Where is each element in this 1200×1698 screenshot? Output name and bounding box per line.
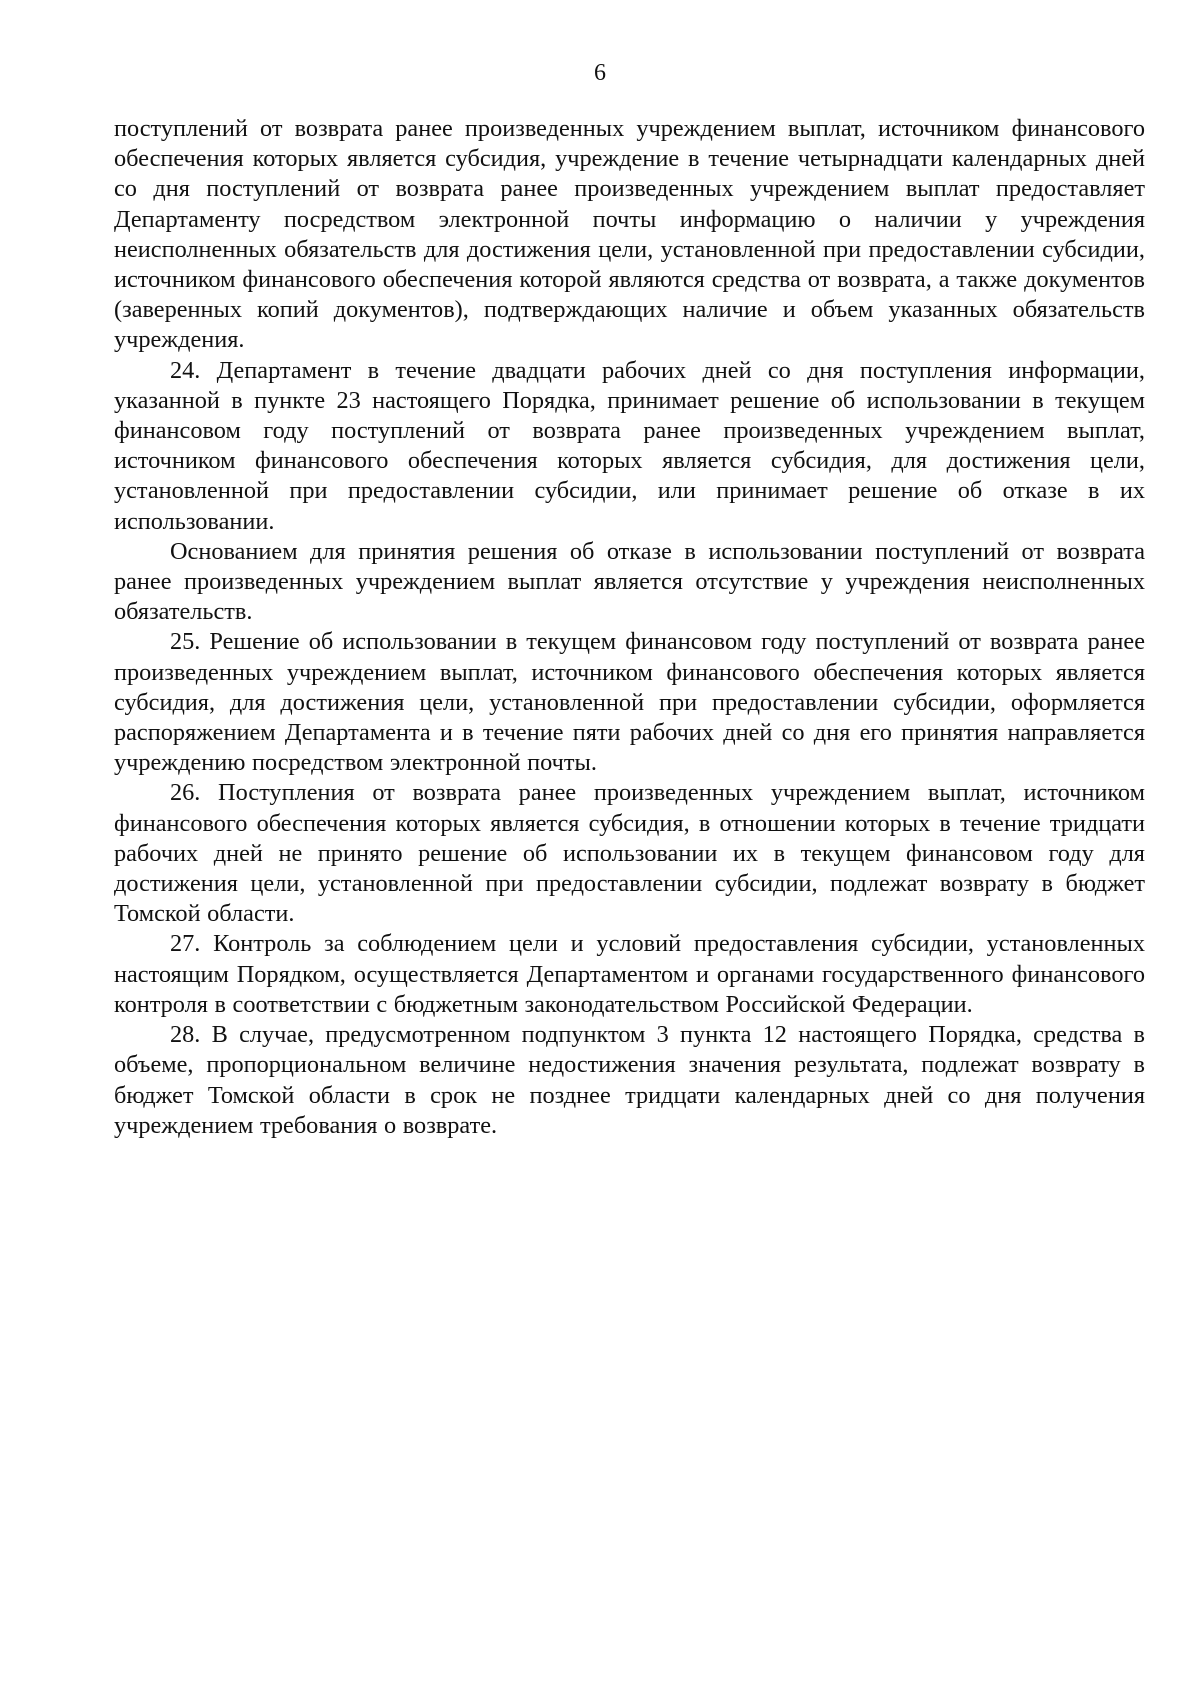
paragraph-26: 26. Поступления от возврата ранее произведенных учреждением выплат, источником финансового обеспечения которых является субсидия, в отношении которых в течение тридцати рабочих дней не принято решение об использовании их в текущем финансовом году для достижения цели, установленной при предоставлении субсидии, подлежат возврату в бюджет Томской области. [114, 779, 1145, 928]
document-body [114, 114, 1145, 1141]
paragraph-28: 28. В случае, предусмотренном подпунктом 3 пункта 12 настоящего Порядка, средства в объеме, пропорциональном величине недостижения значения результата, подлежат возврату в бюджет Томской области в срок не позднее тридцати календарных дней со дня получения учреждением требования о возврате. [114, 1021, 1145, 1139]
paragraph-continuation: поступлений от возврата ранее произведенных учреждением выплат, источником финансового обеспечения которых является субсидия, учреждение в течение четырнадцати календарных дней со дня поступлений от возврата ранее произведенных учреждением выплат предоставляет Департаменту посредством электронной почты информацию о наличии у учреждения неисполненных обязательств для достижения цели, установленной при предоставлении субсидии, источником финансового обеспечения которой являются средства от возврата, а также документов (заверенных копий документов), подтверждающих наличие и объем указанных обязательств учреждения. [114, 115, 1145, 354]
paragraph-27: 27. Контроль за соблюдением цели и условий предоставления субсидии, установленных настоящим Порядком, осуществляется Департаментом и органами государственного финансового контроля в соответствии с бюджетным законодательством Российской Федерации. [114, 930, 1145, 1018]
paragraph-24: 24. Департамент в течение двадцати рабочих дней со дня поступления информации, указанной в пункте 23 настоящего Порядка, принимает решение об использовании в текущем финансовом году поступлений от возврата ранее произведенных учреждением выплат, источником финансового обеспечения которых является субсидия, для достижения цели, установленной при предоставлении субсидии, или принимает решение об отказе в их использовании. [114, 356, 1145, 535]
paragraph-24-basis: Основанием для принятия решения об отказе в использовании поступлений от возврата ранее произведенных учреждением выплат является отсутствие у учреждения неисполненных обязательств. [114, 537, 1145, 626]
page-number: 6 [594, 60, 606, 86]
paragraph-25: 25. Решение об использовании в текущем финансовом году поступлений от возврата ранее произведенных учреждением выплат, источником финансового обеспечения которых является субсидия, для достижения цели, установленной при предоставлении субсидии, оформляется распоряжением Департамента и в течение пяти рабочих дней со дня его принятия направляется учреждению посредством электронной почты. [114, 628, 1145, 777]
